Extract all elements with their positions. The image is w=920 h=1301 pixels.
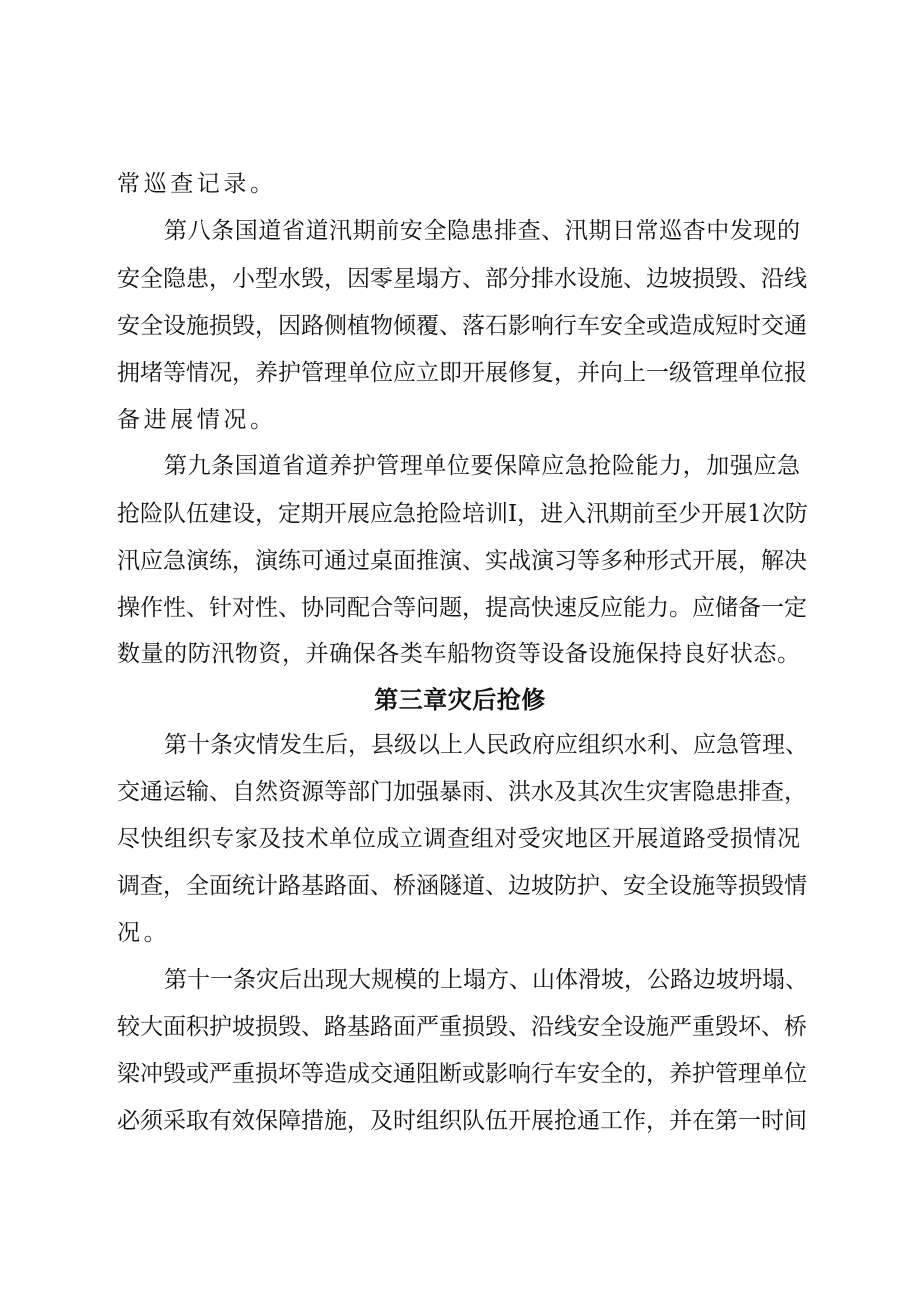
text-line-content: 调查，全面统计路基路面、桥涵隧道、边坡防护、安全设施等损毁情 (117, 873, 807, 899)
text-line-content: 交通运输、自然资源等部门加强暴雨、洪水及其次生灾害隐患排查， (117, 779, 807, 805)
text-line-content: 操作性、针对性、协同配合等问题，提高快速反应能力。应储备一定 (117, 595, 807, 621)
text-line (0, 913, 920, 953)
text-line (0, 446, 920, 486)
text-line (0, 400, 920, 440)
text-line (0, 725, 920, 765)
text-line (0, 211, 920, 251)
text-line-content: 第八条国道省道汛期前安全隐患排查、汛期日常巡杳中发现的 (164, 218, 800, 244)
text-line (0, 164, 920, 204)
text-line (0, 1101, 920, 1141)
text-line-content: 梁冲毁或严重损坏等造成交通阻断或影响行车安全的，养护管理单位 (117, 1061, 807, 1087)
text-line-content: 第十条灾情发生后，县级以上人民政府应组织水利、应急管理、 (164, 732, 808, 758)
text-line-content: 拥堵等情况，养护管理单位应立即开展修复，并向上一级管理单位报 (117, 360, 807, 386)
text-line (0, 1007, 920, 1047)
text-line (0, 494, 920, 534)
text-line-content: 常巡查记录。 (117, 171, 277, 197)
text-line-content: 汛应急演练，演练可通过桌面推演、实战演习等多种形式开展，解决 (117, 548, 807, 574)
text-line (0, 588, 920, 628)
text-line (0, 866, 920, 906)
text-line-content: 第三章灾后抢修 (374, 686, 546, 714)
text-line (0, 634, 920, 674)
text-line-content: 况。 (117, 920, 171, 946)
text-line (0, 960, 920, 1000)
text-line (0, 541, 920, 581)
text-line-content: 备进展情况。 (117, 407, 277, 433)
text-line-content: 尽快组织专家及技术单位成立调查组对受灾地区开展道路受损情况 (117, 826, 800, 852)
text-line-content: 较大面积护坡损毁、路基路面严重损毁、沿线安全设施严重毁坏、桥 (117, 1014, 807, 1040)
text-line-content: 第十一条灾后出现大规模的上塌方、山体滑坡，公路边坡坍塌、 (164, 967, 808, 993)
text-line-content: 第九条国道省道养护管理单位要保障应急抢险能力，加强应急 (164, 453, 800, 479)
text-line (0, 772, 920, 812)
chapter-heading (0, 680, 920, 720)
text-line-content: 抢险队伍建设，定期开展应急抢险培训I，进入汛期前至少开展1次防 (117, 501, 808, 527)
text-line-content: 数量的防汛物资，并确保各类车船物资等设备设施保持良好状态。 (117, 641, 800, 667)
text-line (0, 353, 920, 393)
text-line (0, 306, 920, 346)
text-line (0, 819, 920, 859)
text-line (0, 1054, 920, 1094)
text-line-content: 安全隐患，小型水毁，因零星塌方、部分排水设施、边坡损毁、沿线 (117, 266, 807, 292)
text-line (0, 259, 920, 299)
text-line-content: 必须采取有效保障措施，及时组织队伍开展抢通工作，并在第一时间 (117, 1108, 807, 1134)
text-line-content: 安全设施损毁，因路侧植物倾覆、落石影响行车安全或造成短时交通 (117, 313, 807, 339)
